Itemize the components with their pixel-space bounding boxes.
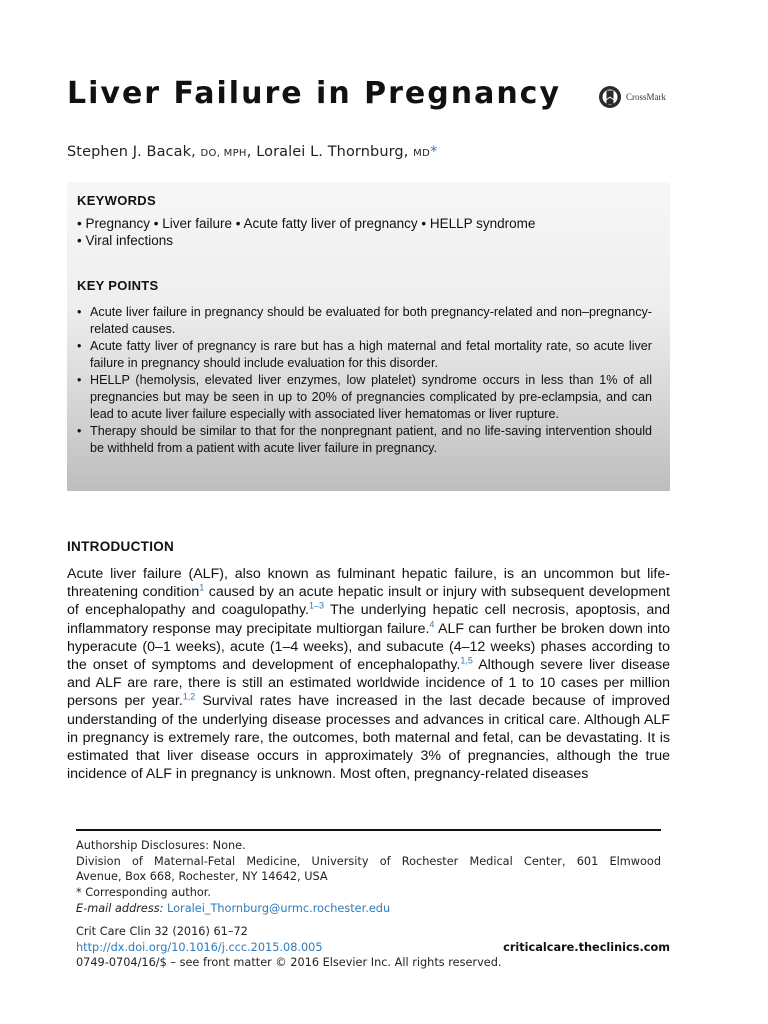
bullet-icon: • bbox=[77, 339, 82, 353]
footnotes bbox=[76, 838, 661, 917]
key-point-text: Therapy should be similar to that for the nonpregnant patient, and no life-saving intervention should be withheld from a patient with acute liver failure in pregnancy. bbox=[90, 424, 652, 455]
author-degrees: DO, MPH bbox=[200, 148, 247, 159]
bullet-icon: • bbox=[77, 424, 82, 438]
corresponding-author-link[interactable]: * bbox=[430, 144, 438, 160]
article-title: Liver Failure in Pregnancy bbox=[67, 76, 562, 111]
key-points-heading: KEY POINTS bbox=[77, 278, 159, 293]
crossmark-icon bbox=[598, 85, 622, 109]
doi-link[interactable]: http://dx.doi.org/10.1016/j.ccc.2015.08.005 bbox=[76, 940, 323, 954]
reference-link[interactable]: 4 bbox=[429, 618, 435, 629]
bullet-icon: • bbox=[77, 373, 82, 387]
author-list: Stephen J. Bacak, DO, MPH, Loralei L. Thornburg, MD* bbox=[67, 144, 438, 160]
doi-row bbox=[76, 940, 670, 956]
affiliation-line: Avenue, Box 668, Rochester, NY 14642, USA bbox=[76, 870, 328, 884]
key-point-item bbox=[77, 372, 652, 423]
citation: Crit Care Clin 32 (2016) 61–72 bbox=[76, 925, 248, 938]
body-text-segment: Survival rates have increased in the last decade because of improved understanding of the underlying disease processes and advances in critical care. Although ALF in pregnancy is extremely rare, the outcomes, both maternal and fetal, can be devastating. It is estimated that liver disease occurs in approximately 3% of pregnancies, although the true incidence of ALF in pregnancy is unknown. Most often, pregnancy-related diseases bbox=[67, 693, 670, 783]
key-point-text: Acute liver failure in pregnancy should be evaluated for both pregnancy-related and non–pregnancy-related causes. bbox=[90, 305, 652, 336]
keywords-heading: KEYWORDS bbox=[77, 193, 156, 208]
author-degrees: MD bbox=[413, 148, 431, 159]
introduction-paragraph bbox=[67, 565, 670, 793]
body-text-segment: The underlying hepatic cell necrosis, apoptosis, and inflammatory response may precipitate multiorgan failure. bbox=[67, 602, 670, 637]
body-text-segment: ALF can further be broken down into hyperacute (0–1 weeks), acute (1–4 weeks), and subacute (4–12 weeks) phases according to the onset of symptoms and development of encephalopathy. bbox=[67, 620, 670, 674]
body-text-segment: Acute liver failure (ALF), also known as fulminant hepatic failure, is an uncommon but life-threatening condition bbox=[67, 566, 670, 601]
keywords-line: • Pregnancy • Liver failure • Acute fatty liver of pregnancy • HELLP syndrome bbox=[77, 216, 536, 231]
disclosures: Authorship Disclosures: None. bbox=[76, 839, 246, 852]
footnote-divider bbox=[76, 829, 661, 831]
email-line bbox=[76, 901, 661, 917]
copyright: 0749-0704/16/$ – see front matter © 2016 Elsevier Inc. All rights reserved. bbox=[76, 956, 502, 970]
reference-link[interactable]: 1 bbox=[199, 582, 205, 593]
abstract-box bbox=[67, 182, 670, 491]
corresponding-note: * Corresponding author. bbox=[76, 886, 211, 900]
email-link[interactable]: Loralei_Thornburg@urmc.rochester.edu bbox=[167, 901, 391, 915]
key-point-item bbox=[77, 338, 652, 372]
journal-info bbox=[76, 924, 670, 971]
key-point-text: Acute fatty liver of pregnancy is rare but has a high maternal and fetal mortality rate, so acute liver failure in pregnancy should include evaluation for this disorder. bbox=[90, 339, 652, 370]
author-name: Loralei L. Thornburg, bbox=[256, 144, 409, 160]
reference-link[interactable]: 1–3 bbox=[308, 600, 324, 611]
author-name: Stephen J. Bacak, bbox=[67, 144, 196, 160]
bullet-icon: • bbox=[77, 305, 82, 319]
crossmark-badge[interactable] bbox=[598, 85, 666, 109]
key-point-text: HELLP (hemolysis, elevated liver enzymes, low platelet) syndrome occurs in less than 1% of all pregnancies but may be seen in up to 20% of pregnancies complicated by pre-eclampsia, and can lead to acute liver failure especially with associated liver hematomas or liver rupture. bbox=[90, 373, 652, 421]
affiliation-line: Division of Maternal-Fetal Medicine, University of Rochester Medical Center, 601 Elmwood bbox=[76, 854, 661, 868]
reference-link[interactable]: 1,2 bbox=[182, 691, 196, 702]
key-point-item bbox=[77, 304, 652, 338]
key-points-list bbox=[77, 304, 652, 457]
journal-site-link[interactable]: criticalcare.theclinics.com bbox=[503, 940, 670, 954]
reference-link[interactable]: 1,5 bbox=[460, 655, 473, 666]
section-heading-introduction: INTRODUCTION bbox=[67, 539, 175, 554]
body-text-segment: Although severe liver disease and ALF are rare, there is still an estimated worldwide incidence of 1 to 10 cases per million persons per year. bbox=[67, 657, 670, 710]
keywords-line: • Viral infections bbox=[77, 233, 174, 248]
body-text-segment: caused by an acute hepatic insult or injury with subsequent development of encephalopathy and coagulopathy. bbox=[67, 584, 670, 619]
crossmark-label: CrossMark bbox=[626, 92, 666, 102]
email-label: E-mail address: bbox=[76, 901, 164, 915]
key-point-item bbox=[77, 423, 652, 457]
